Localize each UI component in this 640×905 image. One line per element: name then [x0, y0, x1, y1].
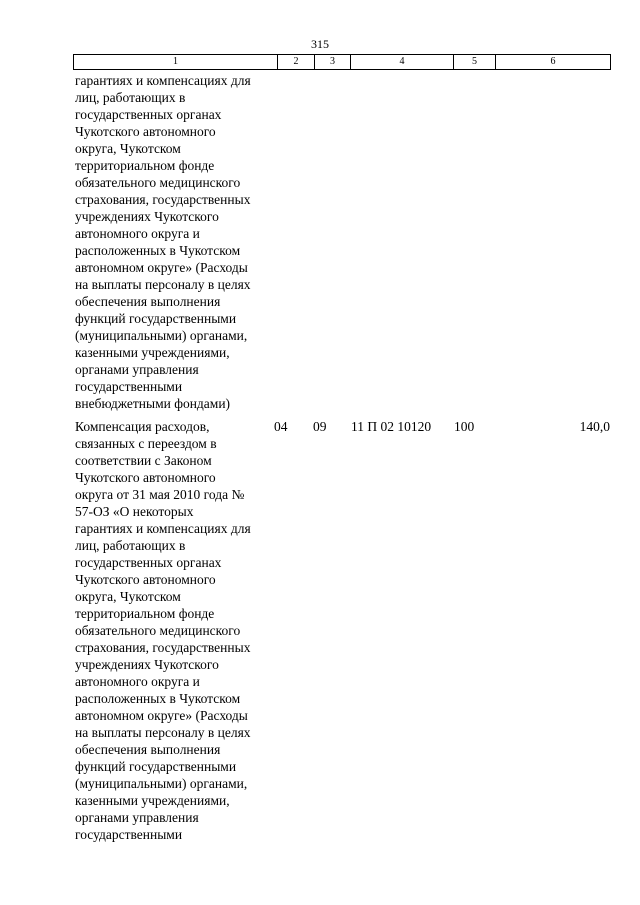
column-3-number: 3: [315, 55, 351, 70]
column-5-number: 5: [454, 55, 496, 70]
amount-value: 140,0: [579, 419, 610, 434]
column-6-number: 6: [496, 55, 611, 70]
target-article-code: 11 П 02 10120: [351, 419, 432, 434]
column-4-number: 4: [351, 55, 454, 70]
column-1-number: 1: [74, 55, 278, 70]
column-number-header: [73, 54, 611, 70]
expense-type-code: 100: [454, 419, 475, 434]
page-number: 315: [311, 37, 329, 51]
table-row-name: Компенсация расходов, связанных с переездом в соответствии с Законом Чукотского автономного округа от 31 мая 2010 года № 57-ОЗ «О некоторых гарантиях и компенсациях для лиц, работающих в государственных органах Чукотского автономного округа, Чукотском территориальном фонде обязательного медицинского страхования, государственных учреждениях Чукотского автономного округа и расположенных в Чукотском автономном округе» (Расходы на выплаты персоналу в целях обеспечения выполнения функций государственными (муниципальными) органами, казенными учреждениями, органами управления государственными: [75, 419, 251, 842]
column-2-number: 2: [278, 55, 315, 70]
subsection-code: 09: [313, 419, 327, 434]
section-code: 04: [274, 419, 288, 434]
table-row-continuation-name: гарантиях и компенсациях для лиц, работающих в государственных органах Чукотского автономного округа, Чукотском территориальном фонде обязательного медицинского страхования, государственных учреждениях Чукотского автономного округа и расположенных в Чукотском автономном округе» (Расходы на выплаты персоналу в целях обеспечения выполнения функций государственными (муниципальными) органами, казенными учреждениями, органами управления государственными внебюджетными фондами): [75, 73, 251, 411]
